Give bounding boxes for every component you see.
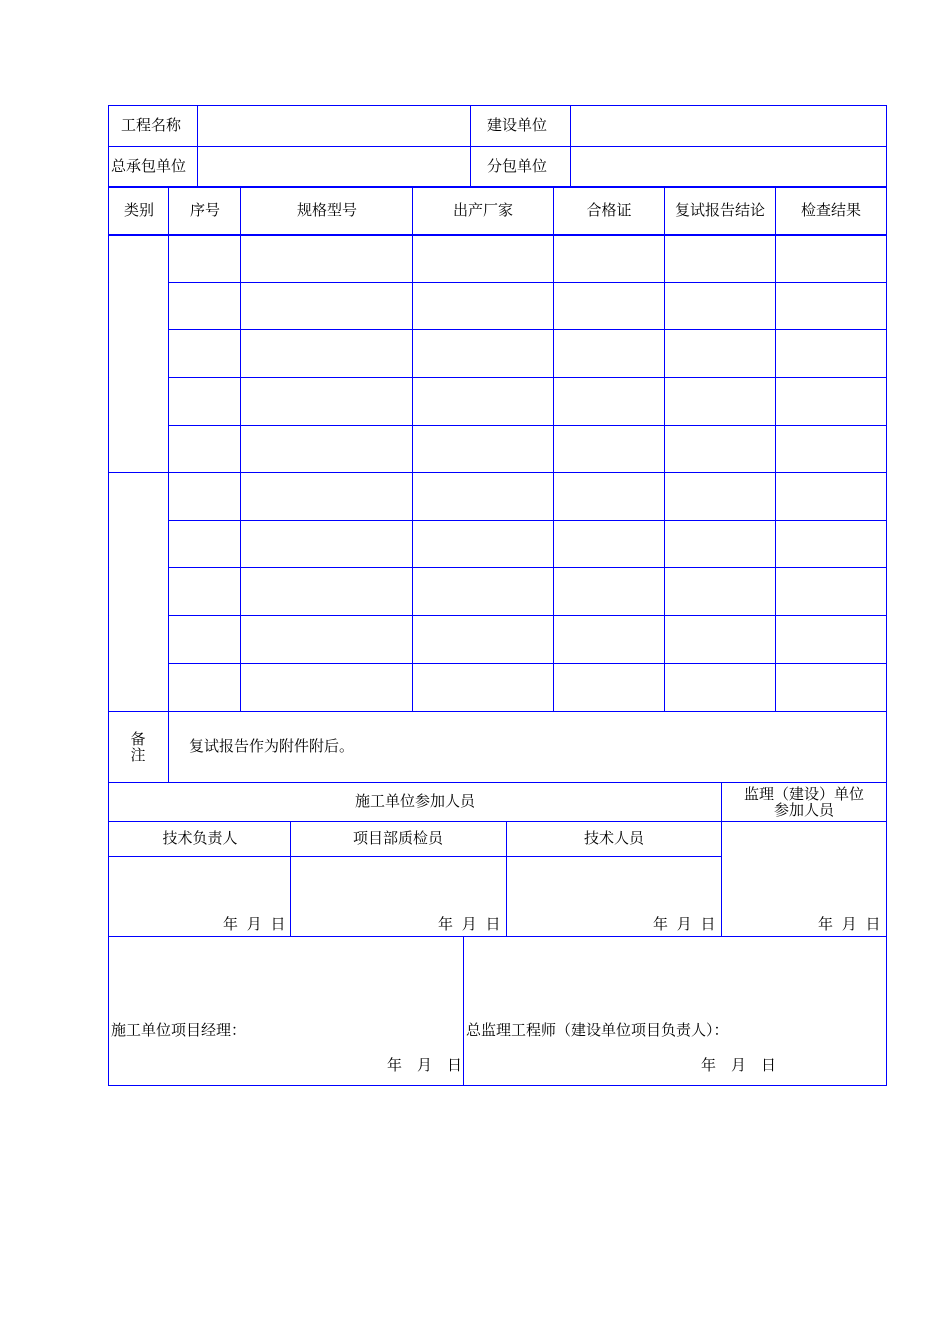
table-row-divider [168, 425, 887, 426]
date-tech-lead: 年 月 日 [223, 915, 286, 933]
general-contractor-label: 总承包单位 [111, 157, 187, 175]
divider [463, 936, 464, 1086]
remarks-label: 备 注 [130, 730, 146, 764]
date-quality-inspector: 年 月 日 [438, 915, 501, 933]
project-manager-label: 施工单位项目经理： [111, 1021, 247, 1039]
role-quality-inspector: 项目部质检员 [352, 829, 444, 847]
column-header-certificate: 合格证 [586, 201, 632, 219]
table-row-divider [168, 329, 887, 330]
divider [570, 105, 571, 186]
construction-participants-title: 施工单位参加人员 [354, 792, 476, 810]
divider [108, 782, 887, 783]
subcontractor-field[interactable] [572, 148, 885, 185]
remarks-text: 复试报告作为附件附后。 [189, 737, 355, 755]
table-row-divider [168, 663, 887, 664]
divider [470, 105, 471, 186]
column-header-inspection-result: 检查结果 [800, 201, 862, 219]
date-project-manager: 年 月 日 [387, 1056, 463, 1074]
project-name-field[interactable] [199, 107, 469, 145]
divider [290, 821, 291, 936]
divider [197, 105, 198, 186]
divider [108, 856, 721, 857]
column-header-spec: 规格型号 [296, 201, 358, 219]
divider [412, 186, 413, 711]
table-row-divider [168, 377, 887, 378]
divider [108, 146, 887, 147]
column-header-retest-conclusion: 复试报告结论 [674, 201, 766, 219]
date-supervision: 年 月 日 [818, 915, 881, 933]
role-technician: 技术人员 [583, 829, 645, 847]
date-technician: 年 月 日 [653, 915, 716, 933]
column-header-manufacturer: 出产厂家 [452, 201, 514, 219]
divider [775, 186, 776, 711]
divider [553, 186, 554, 711]
table-row-divider [168, 615, 887, 616]
role-tech-lead: 技术负责人 [162, 829, 238, 847]
divider [168, 186, 169, 711]
table-row-divider [168, 282, 887, 283]
supervision-participants-title: 监理（建设）单位 参加人员 [743, 785, 864, 819]
builder-label: 建设单位 [487, 116, 548, 134]
column-header-category: 类别 [123, 201, 155, 219]
divider [506, 821, 507, 936]
table-row-divider [168, 520, 887, 521]
signature-chief-supervisor[interactable] [465, 938, 886, 1084]
divider [664, 186, 665, 711]
divider [108, 936, 887, 937]
chief-supervisor-label: 总监理工程师（建设单位项目负责人）： [466, 1021, 729, 1039]
divider [108, 711, 887, 712]
project-name-label: 工程名称 [121, 116, 182, 134]
subcontractor-label: 分包单位 [487, 157, 548, 175]
divider [240, 186, 241, 711]
divider [108, 234, 887, 236]
divider [168, 711, 169, 782]
divider [108, 821, 887, 822]
builder-field[interactable] [572, 107, 885, 145]
column-header-seq: 序号 [189, 201, 221, 219]
category-group-divider [108, 472, 887, 473]
general-contractor-field[interactable] [199, 148, 469, 185]
table-row-divider [168, 567, 887, 568]
divider [108, 186, 887, 188]
date-chief-supervisor: 年 月 日 [701, 1056, 777, 1074]
